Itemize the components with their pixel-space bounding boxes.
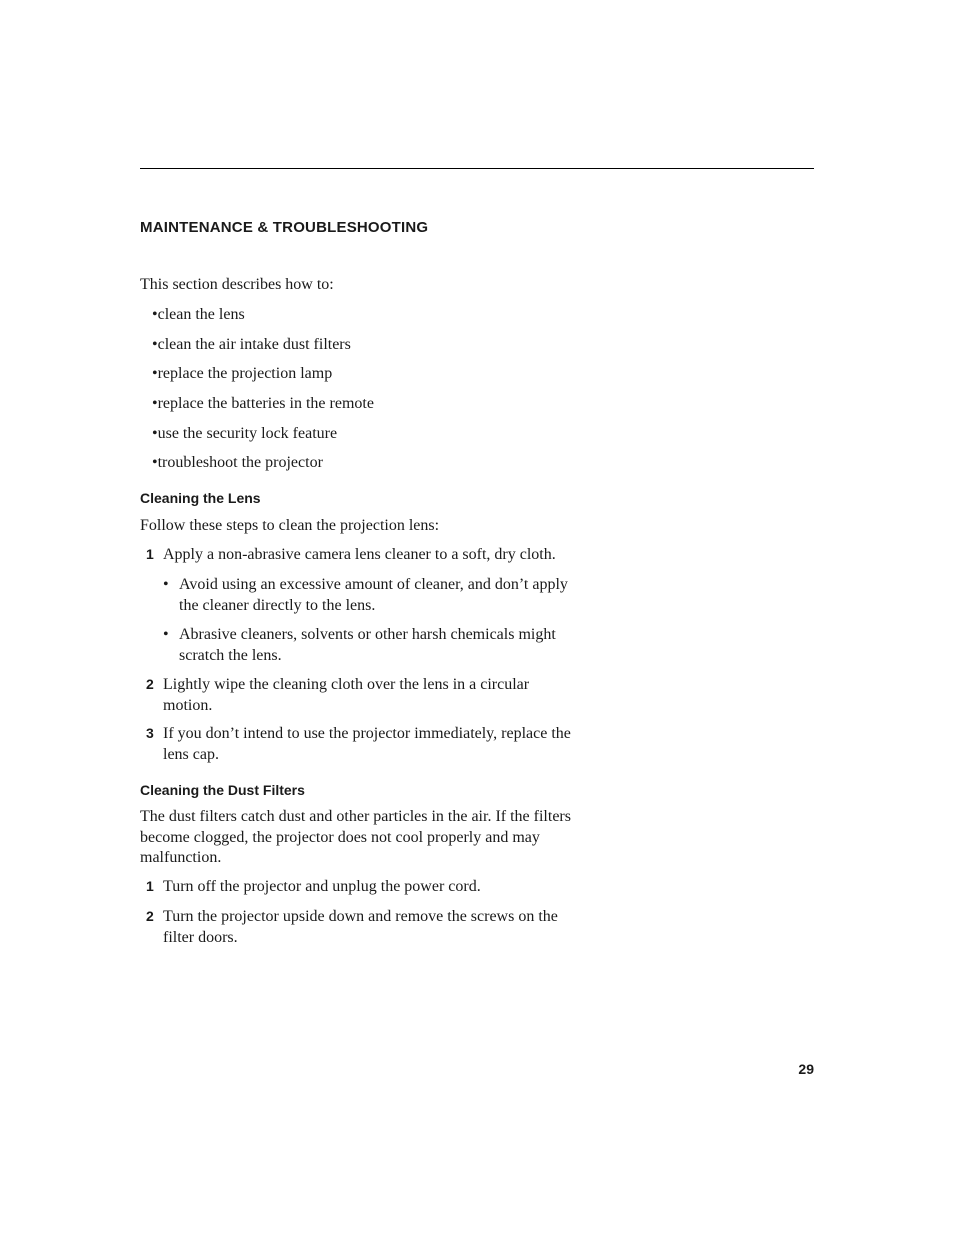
lens-step-1 <box>140 545 590 566</box>
lens-step-2 <box>140 675 590 716</box>
list-item: •replace the batteries in the remote <box>152 395 374 413</box>
step-number: 1 <box>146 546 154 562</box>
step-number: 3 <box>146 725 154 741</box>
step-text: Apply a non-abrasive camera lens cleaner to a soft, dry cloth. <box>163 546 556 563</box>
step-number: 2 <box>146 908 154 924</box>
page-number: 29 <box>798 1061 814 1077</box>
list-item: •replace the projection lamp <box>152 365 333 383</box>
cleaning-lens-heading: Cleaning the Lens <box>140 490 261 506</box>
bullet-dot: • <box>163 576 169 593</box>
bullet-dot: • <box>163 626 169 643</box>
step-text: Turn the projector upside down and remove the screws on the filter doors. <box>163 908 558 946</box>
step-number: 1 <box>146 878 154 894</box>
intro-bullet-list <box>152 305 374 483</box>
note-text: Avoid using an excessive amount of cleaner, and don’t apply the cleaner directly to the lens. <box>179 576 568 614</box>
section-title: MAINTENANCE & TROUBLESHOOTING <box>140 219 429 236</box>
filter-step-2 <box>140 907 590 948</box>
list-item: •troubleshoot the projector <box>152 454 323 472</box>
list-item: •clean the air intake dust filters <box>152 335 351 353</box>
step-number: 2 <box>146 676 154 692</box>
note-text: Abrasive cleaners, solvents or other harsh chemicals might scratch the lens. <box>179 626 556 664</box>
lens-step-1-note-2 <box>163 625 593 666</box>
intro-text: This section describes how to: <box>140 276 334 293</box>
step-text: Turn off the projector and unplug the power cord. <box>163 878 481 895</box>
lens-step-1-note-1 <box>163 575 593 616</box>
list-item: •use the security lock feature <box>152 424 338 442</box>
step-text: Lightly wipe the cleaning cloth over the lens in a circular motion. <box>163 676 530 714</box>
step-text: If you don’t intend to use the projector immediately, replace the lens cap. <box>163 725 571 763</box>
filter-step-1 <box>140 877 590 898</box>
lens-step-3 <box>140 724 590 765</box>
list-item: •clean the lens <box>152 306 245 323</box>
cleaning-filters-lead: The dust filters catch dust and other particles in the air. If the filters become clogged, the projector does not cool properly and may malfunction. <box>140 808 571 866</box>
cleaning-filters-heading: Cleaning the Dust Filters <box>140 782 305 798</box>
header-rule <box>140 168 814 169</box>
cleaning-lens-lead: Follow these steps to clean the projection lens: <box>140 517 440 534</box>
